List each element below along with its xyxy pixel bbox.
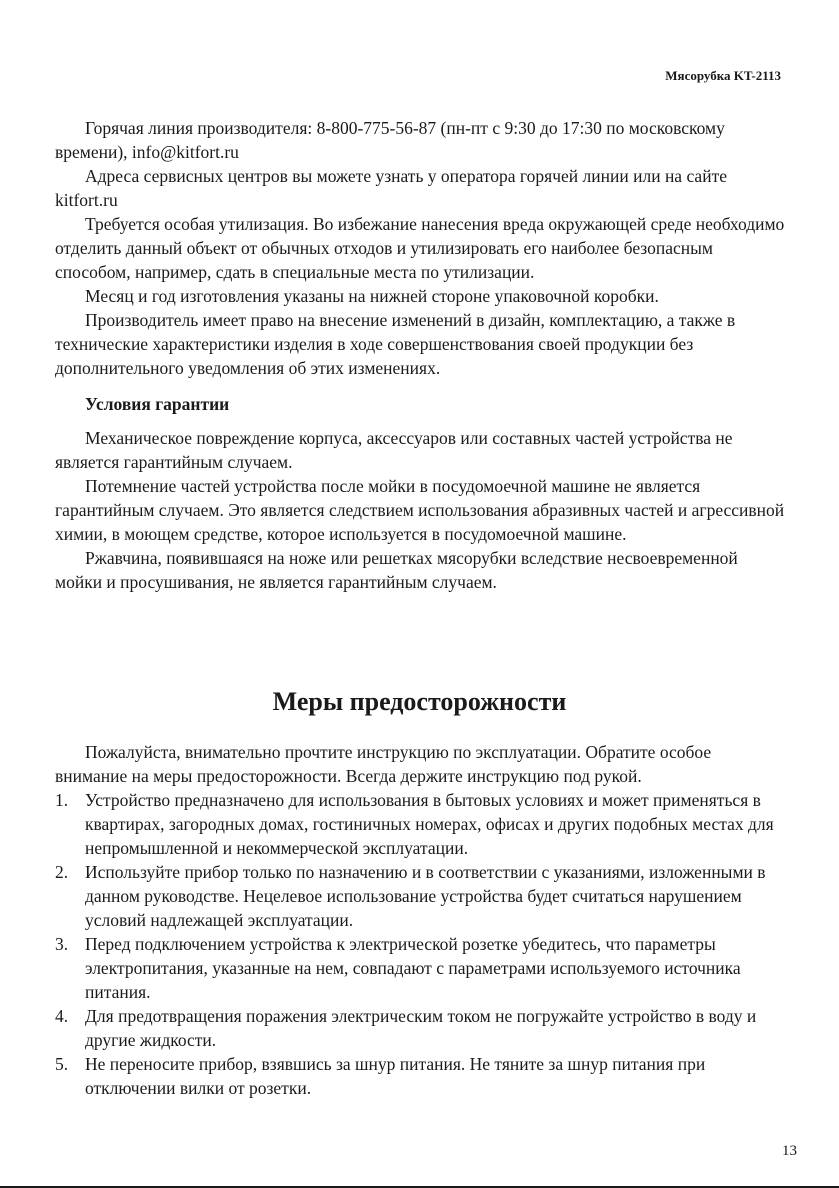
precautions-section: [55, 740, 787, 1100]
warranty-paragraph: Потемнение частей устройства после мойки в посудомоечной машине не является гарантийным случаем. Это является следствием использования абразивных частей и агрессивной химии, в моющем средстве, которое используется в посудомоечной машине.: [55, 476, 785, 544]
list-item: [55, 860, 787, 932]
list-item-text: Устройство предназначено для использования в бытовых условиях и может применяться в квартирах, загородных домах, гостиничных номерах, офисах и других подобных местах для непромышленной и некоммерческой эксплуатации.: [85, 790, 774, 858]
list-item-text: Для предотвращения поражения электрическим током не погружайте устройство в воду и другие жидкости.: [85, 1006, 757, 1050]
list-item-text: Не переносите прибор, взявшись за шнур питания. Не тяните за шнур питания при отключении вилки от розетки.: [85, 1054, 706, 1098]
list-item: [55, 932, 787, 1004]
warranty-paragraph: Механическое повреждение корпуса, аксессуаров или составных частей устройства не является гарантийным случаем.: [55, 428, 733, 472]
list-item-number: 5.: [55, 1054, 69, 1074]
running-header: Мясорубка KT-2113: [665, 68, 781, 83]
service-centers-paragraph: Адреса сервисных центров вы можете узнать у оператора горячей линии или на сайте kitfort.ru: [55, 166, 727, 210]
list-item-number: 2.: [55, 862, 69, 882]
list-item-text: Используйте прибор только по назначению и в соответствии с указаниями, изложенными в данном руководстве. Нецелевое использование устройства будет считаться нарушением условий надлежащей эксплуатации.: [85, 862, 766, 930]
intro-section: [55, 116, 787, 594]
warranty-heading: Условия гарантии: [85, 394, 230, 414]
list-item: [55, 1052, 787, 1100]
page-number: 13: [782, 1143, 797, 1159]
precautions-intro: Пожалуйста, внимательно прочтите инструкцию по эксплуатации. Обратите особое внимание на меры предосторожности. Всегда держите инструкцию под рукой.: [55, 742, 712, 786]
precautions-title: Меры предосторожности: [272, 687, 567, 716]
changes-notice-paragraph: Производитель имеет право на внесение изменений в дизайн, комплектацию, а также в технические характеристики изделия в ходе совершенствования своей продукции без дополнительного уведомления об этих изменениях.: [55, 310, 736, 378]
warranty-paragraph: Ржавчина, появившаяся на ноже или решетках мясорубки вследствие несвоевременной мойки и просушивания, не является гарантийным случаем.: [55, 548, 738, 592]
list-item-number: 4.: [55, 1006, 69, 1026]
list-item-number: 3.: [55, 934, 69, 954]
disposal-paragraph: Требуется особая утилизация. Во избежание нанесения вреда окружающей среде необходимо отделить данный объект от обычных отходов и утилизировать его наиболее безопасным способом, например, сдать в специальные места по утилизации.: [55, 214, 785, 282]
list-item-number: 1.: [55, 790, 69, 810]
list-item-text: Перед подключением устройства к электрической розетке убедитесь, что параметры электропитания, указанные на нем, совпадают с параметрами используемого источника питания.: [85, 934, 741, 1002]
list-item: [55, 788, 787, 860]
hotline-paragraph: Горячая линия производителя: 8-800-775-56-87 (пн-пт с 9:30 до 17:30 по московскому времени), info@kitfort.ru: [55, 118, 725, 162]
list-item: [55, 1004, 787, 1052]
precautions-list: [55, 788, 787, 1100]
manufacture-date-paragraph: Месяц и год изготовления указаны на нижней стороне упаковочной коробки.: [85, 286, 659, 306]
